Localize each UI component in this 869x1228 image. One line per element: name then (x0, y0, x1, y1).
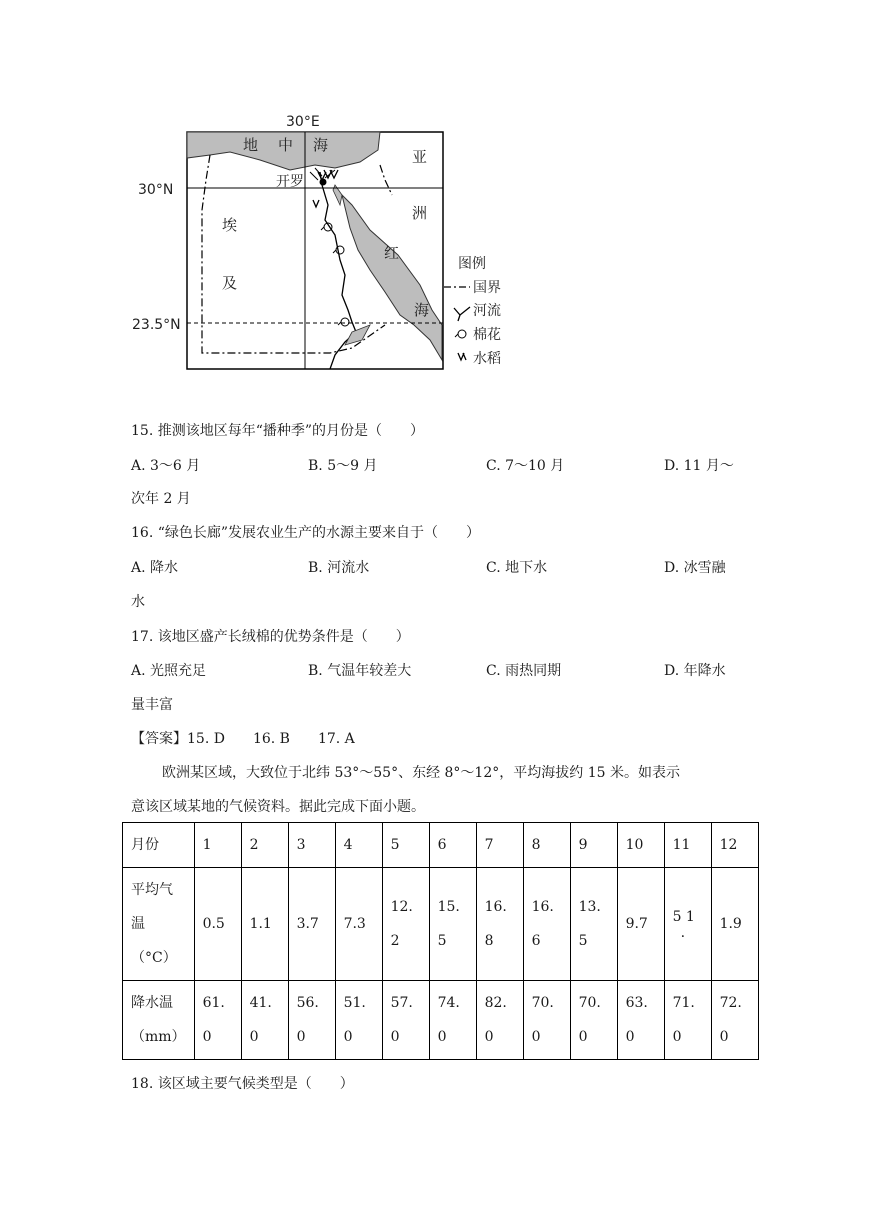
map-frame (187, 132, 443, 369)
precip-header: 降水温 （mm） (123, 981, 195, 1060)
svg-text:埃: 埃 (222, 216, 238, 234)
temp-header: 平均气 温 （°C） (123, 868, 195, 981)
q16-option-a: A. 降水 (131, 560, 179, 576)
q17-option-b: B. 气温年较差大 (308, 663, 412, 679)
q15-option-d: D. 11 月～ (664, 458, 734, 474)
svg-text:中: 中 (278, 136, 294, 154)
q15-option-b: B. 5～9 月 (308, 458, 378, 474)
svg-text:棉花: 棉花 (473, 327, 501, 343)
cairo-label: 开罗 (276, 174, 304, 190)
q16-option-b: B. 河流水 (308, 560, 370, 576)
q16-option-c: C. 地下水 (486, 560, 548, 576)
climate-table (122, 822, 759, 1060)
q15-option-c: C. 7～10 月 (486, 458, 565, 474)
q18-stem: 18. 该区域主要气候类型是（ ） (131, 1076, 354, 1092)
q17-option-c: C. 雨热同期 (486, 663, 562, 679)
q16-stem: 16. “绿色长廊”发展农业生产的水源主要来自于（ ） (131, 525, 481, 541)
svg-text:亚: 亚 (412, 148, 428, 166)
svg-text:及: 及 (222, 274, 238, 292)
month-header: 月份 (123, 823, 195, 868)
intro-line-2: 意该区域某地的气候资料。据此完成下面小题。 (131, 799, 425, 815)
table-row-temperature: 平均气 温 （°C） 0.5 1.1 3.7 7.3 12. 2 15. 5 16. 8 16. 6 13. 5 9.7 5 1 . 1.9 (123, 868, 759, 981)
table-row-precipitation: 降水温 （mm） 61. 0 41. 0 56. 0 51. 0 57. 0 74. 0 82. 0 70. 0 70. 0 63. 0 71. 0 72. 0 (123, 981, 759, 1060)
egypt-map (130, 110, 530, 385)
q17-stem: 17. 该地区盛产长绒棉的优势条件是（ ） (131, 629, 410, 645)
q15-stem: 15. 推测该地区每年“播种季”的月份是（ ） (131, 423, 425, 439)
svg-text:洲: 洲 (412, 204, 428, 222)
svg-text:国界: 国界 (473, 280, 501, 296)
q17-option-d: D. 年降水 (664, 663, 726, 679)
q16-option-d: D. 冰雪融 (664, 560, 726, 576)
answer-line (131, 728, 355, 748)
svg-text:海: 海 (414, 301, 430, 319)
q15-option-a: A. 3～6 月 (131, 458, 201, 474)
intro-line-1: 欧洲某区域，大致位于北纬 53°～55°、东经 8°～12°，平均海拔约 15 米。如表示 (162, 765, 680, 781)
svg-text:海: 海 (313, 136, 329, 154)
lat2-label: 23.5°N (132, 317, 181, 333)
q17-option-d-cont: 量丰富 (131, 697, 173, 713)
table-row-months: 月份 1 2 3 4 5 6 7 8 9 10 11 12 (123, 823, 759, 868)
lat1-label: 30°N (138, 182, 174, 198)
svg-text:水稻: 水稻 (473, 351, 501, 367)
svg-text:红: 红 (384, 244, 400, 262)
svg-text:地: 地 (243, 136, 259, 154)
answer-label: 【答案】 (131, 731, 187, 747)
q15-option-d-cont: 次年 2 月 (131, 491, 191, 507)
svg-text:图例: 图例 (458, 256, 486, 272)
q16-option-d-cont: 水 (131, 594, 145, 610)
q17-option-a: A. 光照充足 (131, 663, 207, 679)
answer-text: 15. D 16. B 17. A (187, 731, 355, 747)
lon-label: 30°E (286, 114, 320, 130)
map-legend (444, 256, 501, 367)
svg-text:河流: 河流 (473, 303, 501, 319)
